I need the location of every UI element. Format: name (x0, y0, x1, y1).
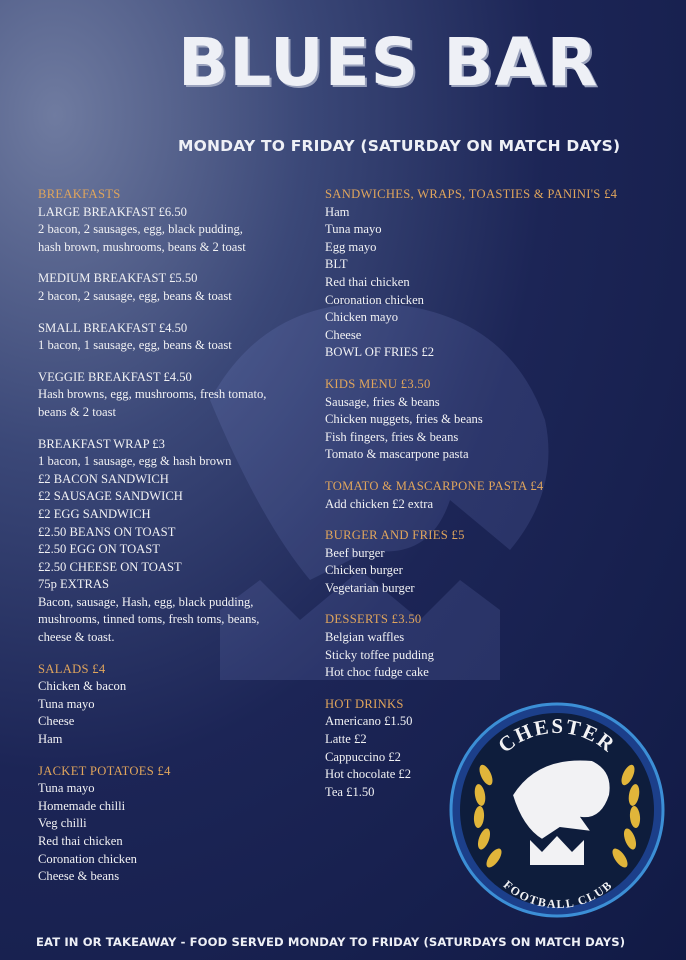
menu-item: £2 SAUSAGE SANDWICH (38, 489, 183, 504)
menu-section (38, 320, 313, 355)
section-heading: DESSERTS £3.50 (325, 612, 422, 627)
menu-item: BLT (325, 257, 348, 272)
menu-item: Cheese (38, 714, 75, 729)
menu-item: Fish fingers, fries & beans (325, 429, 459, 444)
menu-item: Americano £1.50 (325, 714, 413, 729)
menu-item: SMALL BREAKFAST £4.50 (38, 320, 188, 335)
menu-section (38, 369, 313, 422)
menu-item: 2 bacon, 2 sausages, egg, black pudding, (38, 222, 243, 237)
section-heading: TOMATO & MASCARPONE PASTA £4 (325, 478, 544, 493)
menu-item: BREAKFAST WRAP £3 (38, 436, 165, 451)
menu-item: Tuna mayo (38, 781, 95, 796)
menu-item: Egg mayo (325, 239, 377, 254)
section-heading: BREAKFASTS (38, 187, 121, 201)
section-heading: BURGER AND FRIES £5 (325, 528, 465, 543)
menu-item: MEDIUM BREAKFAST £5.50 (38, 271, 198, 286)
menu-item: Hash browns, egg, mushrooms, fresh tomato, (38, 387, 267, 402)
menu-item: 2 bacon, 2 sausage, egg, beans & toast (38, 288, 232, 303)
menu-item: Hot choc fudge cake (325, 665, 429, 680)
menu-item: Latte £2 (325, 732, 367, 747)
menu-item: Chicken burger (325, 563, 403, 578)
chester-fc-crest (442, 700, 672, 920)
menu-item: Vegetarian burger (325, 580, 415, 595)
menu-item: hash brown, mushrooms, beans & 2 toast (38, 239, 246, 254)
menu-item: beans & 2 toast (38, 404, 116, 419)
menu-item: £2 BACON SANDWICH (38, 471, 169, 486)
crest-bottom-text: FOOTBALL CLUB (500, 877, 616, 912)
menu-column-left (38, 186, 313, 900)
menu-item: BOWL OF FRIES £2 (325, 345, 435, 360)
menu-item: Ham (325, 204, 350, 219)
section-heading: KIDS MENU £3.50 (325, 376, 431, 391)
menu-item: Sausage, fries & beans (325, 394, 440, 409)
section-heading: JACKET POTATOES £4 (38, 763, 171, 778)
menu-section (38, 186, 313, 256)
menu-item: Coronation chicken (38, 851, 137, 866)
menu-item: 1 bacon, 1 sausage, egg & hash brown (38, 454, 232, 469)
menu-item: cheese & toast. (38, 630, 115, 645)
menu-item: £2.50 BEANS ON TOAST (38, 524, 176, 539)
menu-section (325, 527, 650, 597)
menu-item: £2.50 CHEESE ON TOAST (38, 559, 182, 574)
menu-item: Chicken mayo (325, 310, 399, 325)
menu-item: £2.50 EGG ON TOAST (38, 542, 160, 557)
menu-item: £2 EGG SANDWICH (38, 506, 151, 521)
section-heading: SANDWICHES, WRAPS, TOASTIES & PANINI'S £4 (325, 187, 618, 201)
menu-item: Hot chocolate £2 (325, 767, 412, 782)
menu-section (325, 611, 650, 681)
menu-section (325, 186, 650, 362)
menu-item: Cheese (325, 327, 362, 342)
menu-item: Tuna mayo (325, 222, 382, 237)
menu-section (38, 763, 313, 886)
menu-section (38, 270, 313, 305)
menu-item: VEGGIE BREAKFAST £4.50 (38, 369, 192, 384)
menu-section (325, 376, 650, 464)
opening-times-subtitle: MONDAY TO FRIDAY (SATURDAY ON MATCH DAYS) (178, 137, 621, 155)
menu-item: Belgian waffles (325, 630, 405, 645)
menu-item: Red thai chicken (38, 834, 123, 848)
section-heading: SALADS £4 (38, 661, 106, 676)
menu-section (325, 478, 650, 513)
menu-item: Chicken nuggets, fries & beans (325, 412, 483, 427)
menu-item: Add chicken £2 extra (325, 496, 434, 511)
crest-top-text: CHESTER (493, 713, 621, 758)
menu-item: 1 bacon, 1 sausage, egg, beans & toast (38, 338, 232, 353)
page-title: BLUES BAR (178, 24, 599, 101)
menu-item: Tomato & mascarpone pasta (325, 447, 469, 462)
menu-item: mushrooms, tinned toms, fresh toms, beans, (38, 612, 260, 627)
menu-item: Beef burger (325, 545, 385, 560)
menu-item: Cheese & beans (38, 869, 120, 884)
menu-item: Bacon, sausage, Hash, egg, black pudding, (38, 594, 254, 609)
menu-item: LARGE BREAKFAST £6.50 (38, 204, 187, 219)
section-heading: HOT DRINKS (325, 696, 404, 711)
menu-item: Homemade chilli (38, 798, 126, 813)
menu-item: Coronation chicken (325, 292, 424, 307)
footer-note: EAT IN OR TAKEAWAY - FOOD SERVED MONDAY TO FRIDAY (SATURDAYS ON MATCH DAYS) (36, 935, 626, 949)
menu-item: Tea £1.50 (325, 784, 375, 799)
menu-item: Veg chilli (38, 816, 87, 831)
menu-item: Red thai chicken (325, 274, 410, 289)
menu-item: Chicken & bacon (38, 679, 127, 694)
menu-item: Cappuccino £2 (325, 749, 401, 764)
menu-item: Tuna mayo (38, 696, 95, 711)
menu-section (38, 661, 313, 749)
menu-item: Ham (38, 732, 63, 747)
menu-section (38, 436, 313, 647)
menu-item: 75p EXTRAS (38, 577, 110, 592)
menu-item: Sticky toffee pudding (325, 647, 434, 662)
